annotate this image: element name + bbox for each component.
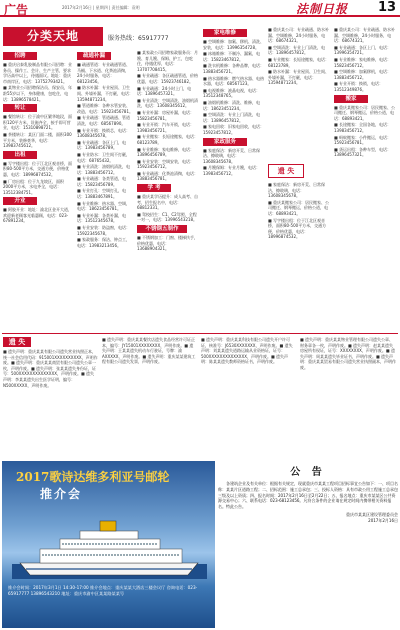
lost-notices-col2	[102, 337, 197, 457]
ad-item: ■ 专业补漏：各类补漏，电话：13512345678。	[77, 212, 127, 224]
ad-item: ■ 专业搬家：长短途搬家，电话：68123789。	[137, 134, 199, 145]
column-moving	[334, 27, 398, 330]
ad-item: ■ 专业疏通：管道疏通、管道清洗，电话：68567890。	[77, 115, 131, 126]
category-heading-recruit: 招聘	[3, 52, 37, 60]
ad-item: ■ 餐馆转让：位于渝中区繁华地段，面积120平方米，设施齐全，接手即可营业，电话：15310898721。	[3, 114, 73, 131]
cruise-advertisement	[2, 461, 215, 628]
ad-item: ■ 重庆某学历提升：成人高考、自考，招生报名中，电话：68812331。	[137, 194, 199, 211]
category-heading-opening: 开业	[3, 197, 37, 205]
category-heading-appliance: 家电维修	[203, 29, 247, 37]
ad-item: ■ 专业开锁：换锁，电话：13512349876。	[334, 81, 384, 92]
ad-item: ■ 电视维修：液晶电视，电话：13512348765。	[203, 87, 261, 99]
ad-item: ■ 专业疏通：各区上门，电话：13996354721。	[334, 44, 392, 56]
category-heading-study: 学 考	[137, 184, 171, 192]
notice-text: ■ 遗失声明：重庆某某餐饮店遗失食品经营许可证正本，编号：JY15001XXXXXXXX，声明作废。■ 遗失声明：王某某遗失机动车行驶证，号牌：渝AXXXXX，声明作废。■ 遗失声明：重庆某某建筑工程有限公司遗失发票，声明作废。	[102, 337, 196, 365]
newspaper-logo: 法制日报	[296, 2, 349, 16]
ad-item: ■ 货运出租：各种车型，电话：13896457321。	[334, 146, 392, 158]
ad-item: ■ 空调维修：加氟、移机、清洗、安装，电话：13996354728。	[203, 39, 265, 50]
ad-item: ■ 空调维修：加氟移机，电话：13883456712。	[334, 69, 392, 80]
notice-text: ■ 遗失声明：重庆某某科技有限公司遗失开户许可证，核准号：J6530XXXXXXX，声明作废。■ 遗失声明：刘某某遗失道路运输从业资格证，证号：500XXXXXXXXXXXXXX，声明作废。■ 遗失声明：陈某某遗失教师资格证书，声明作废。	[201, 337, 293, 365]
category-heading-stainless: 不锈钢五制作	[137, 225, 187, 233]
category-heading-moving: 搬家	[334, 95, 368, 103]
ad-subtitle: 推介会	[40, 487, 83, 501]
ad-item: ■ 疏通管道：专业疏通管道、马桶、下水道、化粪池清掏，24小时服务，电话：68123456。	[77, 62, 131, 84]
ad-item: ■ 专业清洗：空调清洗、油烟机清洗，电话：13608345612。	[137, 97, 199, 109]
ad-item: ■ 专业补漏：房屋补漏，电话：15823456781。	[137, 109, 195, 121]
lost-notices-col3	[201, 337, 296, 457]
ad-item: ■ 写字楼出租：位于江北区观音桥，面积80-500平方米，交通方便，价格优惠，电话：18996874532。	[268, 217, 327, 240]
ad-item: ■ 某家政公司招聘家政服务员：月嫂、育儿嫂、保姆、护工，包吃住，待遇优厚，电话：13707708415。	[137, 50, 199, 72]
ad-info: 推介会时间：2017年3月1日 14:30-17:00 推介会地点：重庆某某大酒店三楼会议厅 咨询电话：023-65917777 13896543210 地址：重庆市渝中区某某路某某号	[8, 585, 198, 596]
divider	[2, 333, 398, 334]
category-heading-housekeeping: 家政服务	[203, 138, 247, 146]
category-heading-rent: 出租	[3, 151, 37, 159]
classified-banner: 分类天地	[3, 27, 103, 46]
notice-text: ■ 遗失声明：重庆某某物业管理有限公司遗失公章、财务章各一枚，声明作废。■ 遗失声明：赵某某遗失房屋所有权证，证号：XXXXXXXX，声明作废。■ 遗失声明：周某某遗失毕业证书，声明作废。■ 遗失声明：重庆某某贸易有限公司遗失营业执照副本，声明作废。	[300, 337, 396, 370]
ad-item: ■ 月嫂保姆：专业月嫂，电话：13983456712。	[203, 165, 261, 176]
cruise-ship-icon	[12, 519, 207, 579]
ad-item: ■ 专业打孔：空调打孔，电话：13883467891。	[77, 188, 127, 200]
ad-item: ■ 茶楼转让：某区门面二楼，面积300平方米，装修豪华，电话：13983745612。	[3, 131, 72, 149]
ad-item: ■ 专业维修：家电维修，电话：15823456712。	[334, 56, 392, 68]
ad-item: ■ 长途搬家：全国各地，电话：13983456712。	[334, 122, 392, 133]
ad-item: ■ 驾校招生：C1、C2驾照，全程一对一，电话：13996543218。	[137, 211, 197, 223]
ad-item: ■ 家电回收：旧家电回收，电话：15923457812。	[203, 124, 265, 135]
notice-text: ■ 遗失声明：重庆某某有限公司遗失营业执照正本，统一社会信用代码：915001XXXXXXXXXX，声明作废。■ 遗失声明：重庆某某商贸有限公司遗失公章一枚，声明作废。■ 遗失声明：张某某遗失身份证，证号：500XXXXXXXXXXXXXX，声明作废。■ 遗失声明：李某某遗失出生医学证明，编号：N500XXXXX，声明作废。	[3, 349, 98, 388]
notice-body: 各建筑企业及有关单位：根据有关规定，现就重庆市某某工程项目招标事宜公告如下：一、项目名称：某某片区道路工程；二、招标范围：施工总承包；三、投标人资格：具有市政公用工程施工总承包三级及以上资质；四、报名时间：2017年2月16日至2月22日；五、报名地点：重庆市某某区公共资源交易中心；六、联系电话：023-68123456。凡符合条件的企业请在规定时间内携带相关资料报名。特此公告。	[218, 481, 398, 510]
ad-item: ■ 专业开锁：汽车开锁，电话：13983456721。	[137, 122, 195, 133]
ad-item: ■ 家政服务：保洁、钟点工，电话：13983213456。	[77, 237, 131, 248]
public-notice	[218, 461, 398, 628]
ad-item: ■ 写字楼出租：位于江北区观音桥，面积80-500平方米，交通方便，价格优惠，电话：18996874532。	[3, 160, 73, 177]
column-plumbing	[77, 50, 134, 330]
ad-item: ■ 重庆某搬家公司：居民搬家、公司搬迁、钢琴搬运，价格公道，电话：68893421。	[334, 104, 396, 121]
lost-notice-heading: 遗 失	[268, 164, 304, 178]
column-misc	[268, 27, 330, 162]
section-name: 广告	[4, 3, 29, 17]
ad-item: ■ 专业疏通：各区疏通管道，价格优惠，电话：15923746182。	[137, 73, 199, 84]
ad-item: ■ 专业安装：空调安装，电话：15923456712。	[137, 158, 195, 170]
page-number: 13	[378, 0, 397, 15]
lost-heading: 遗 失	[3, 337, 31, 347]
category-heading-transfer: 转让	[3, 104, 37, 112]
column-services	[137, 50, 199, 330]
ad-item: ■ 专业清洗：油烟机清洗，电话：13883456712。	[77, 164, 131, 175]
ad-item: ■ 家庭保洁：新房开荒、日常保洁、擦玻璃，电话：13608345678。	[268, 182, 326, 199]
ad-item: ■ 重庆某公司：专业疏通、防水补漏、空调维修，24小时服务，电话：68674321。	[268, 27, 330, 44]
ad-item: ■ 专业搬家：长短途搬家，电话：68123789。	[268, 56, 330, 68]
ad-item: ■ 重庆启泰乳胶制品有限公司招聘：业务员、操作工、会计、生产主管，要求学历高中以上，待遇面议。地址：重庆市南岸区，电话：13752793421。	[3, 62, 73, 84]
service-hotline: 服务热线：65917777	[108, 35, 169, 42]
ad-title: 2017歌诗达维多利亚号邮轮	[16, 470, 170, 484]
ad-item: ■ 防水补漏：专业屋顶、卫生间、外墙补漏，不打砸，电话：13594871234。	[268, 69, 330, 86]
ad-item: ■ 蚂蚁搬家：小件搬运，电话：15923456781。	[334, 134, 392, 146]
ad-item: ■ 专业维修：热水器、空调，电话：18623456781。	[77, 200, 131, 212]
column-misc-2	[268, 182, 330, 330]
ad-item: ■ 专业开锁：换锁芯，电话：13608345678。	[77, 127, 131, 139]
ad-item: ■ 空调清洗：专业上门清洗，电话：13896457812。	[268, 44, 326, 56]
ad-item: ■ 管道维修：各种水管安装、改造，电话：15923456781。	[77, 103, 133, 114]
ad-item: ■ 厂房出租：位于九龙坡区，面积2000平方米，水电齐全，电话：13512384751。	[3, 178, 65, 195]
ad-item: ■ 重庆某公司：专业疏通、防水补漏、空调维修，24小时服务，电话：68674321。	[334, 27, 396, 44]
lost-notices-col1	[3, 349, 98, 457]
header-meta: 2017年2月16日 | 星期四 | 责任编辑：袁明	[62, 5, 140, 10]
ad-item: ■ 专业疏通：化粪池清掏，电话：13883456781。	[137, 170, 199, 182]
ad-item: ■ 专业疏通：24小时上门，电话：13896457321。	[137, 85, 192, 97]
ad-item: ■ 家庭保洁：新房开荒、日常保洁、擦玻璃，电话：13608345678。	[203, 147, 261, 164]
ad-item: ■ 洗衣机维修：各种品牌，电话：13883456721。	[203, 63, 265, 74]
ad-item: ■ 专业安装：防盗窗，电话：15922345678。	[77, 225, 131, 236]
page-header	[0, 0, 400, 17]
ad-item: ■ 重庆某搬家公司：居民搬家、公司搬迁、钢琴搬运，价格公道，电话：68893421。	[268, 199, 330, 216]
ad-item: ■ 某物业公司招聘保洁员、保安员，年龄55岁以下，身体健康，包吃住，电话：13896578421。	[3, 85, 73, 102]
ad-item: ■ 专业防水：卫生间不打砸，电话：68765432。	[77, 151, 131, 163]
ad-item: ■ 专业疏通：各类管道，电话：15823456789。	[77, 176, 127, 187]
ad-item: ■ 专业疏通：各区上门，电话：13983456789。	[77, 139, 127, 151]
ad-item: ■ 不锈钢加工：门窗、楼梯扶手，价格优惠，电话：13688904321。	[137, 235, 199, 252]
ad-item: ■ 专业维修：家电维修，电话：13896456789。	[137, 146, 195, 158]
column-recruit	[3, 50, 73, 330]
ad-item: ■ 阿胶开业：地址：渝北区金开大道，欢迎新老顾客光临惠顾，电话：023-67891234。	[3, 207, 73, 224]
lost-notices-col4	[300, 337, 397, 457]
notice-title: 公 告	[290, 467, 326, 478]
column-appliance	[203, 27, 265, 330]
ad-item: ■ 冰箱维修：不制冷、漏氟，电话：15823467812。	[203, 51, 261, 62]
category-heading-plumbing: 疏通补漏	[77, 52, 111, 60]
ad-item: ■ 防水补漏：专业屋顶、卫生间、外墙补漏，不打砸，电话：13594871234。	[77, 85, 133, 102]
ad-item: ■ 空调清洗：专业上门清洗，电话：13896457812。	[203, 112, 261, 123]
ad-item: ■ 热水器维修：燃气热水器、电热水器，电话：68567123。	[203, 75, 265, 87]
ad-item: ■ 油烟机维修：清洗、维修，电话：18623451234。	[203, 99, 261, 111]
notice-signature: 重庆市某某区建设管理委员会 2017年2月16日	[346, 511, 398, 523]
